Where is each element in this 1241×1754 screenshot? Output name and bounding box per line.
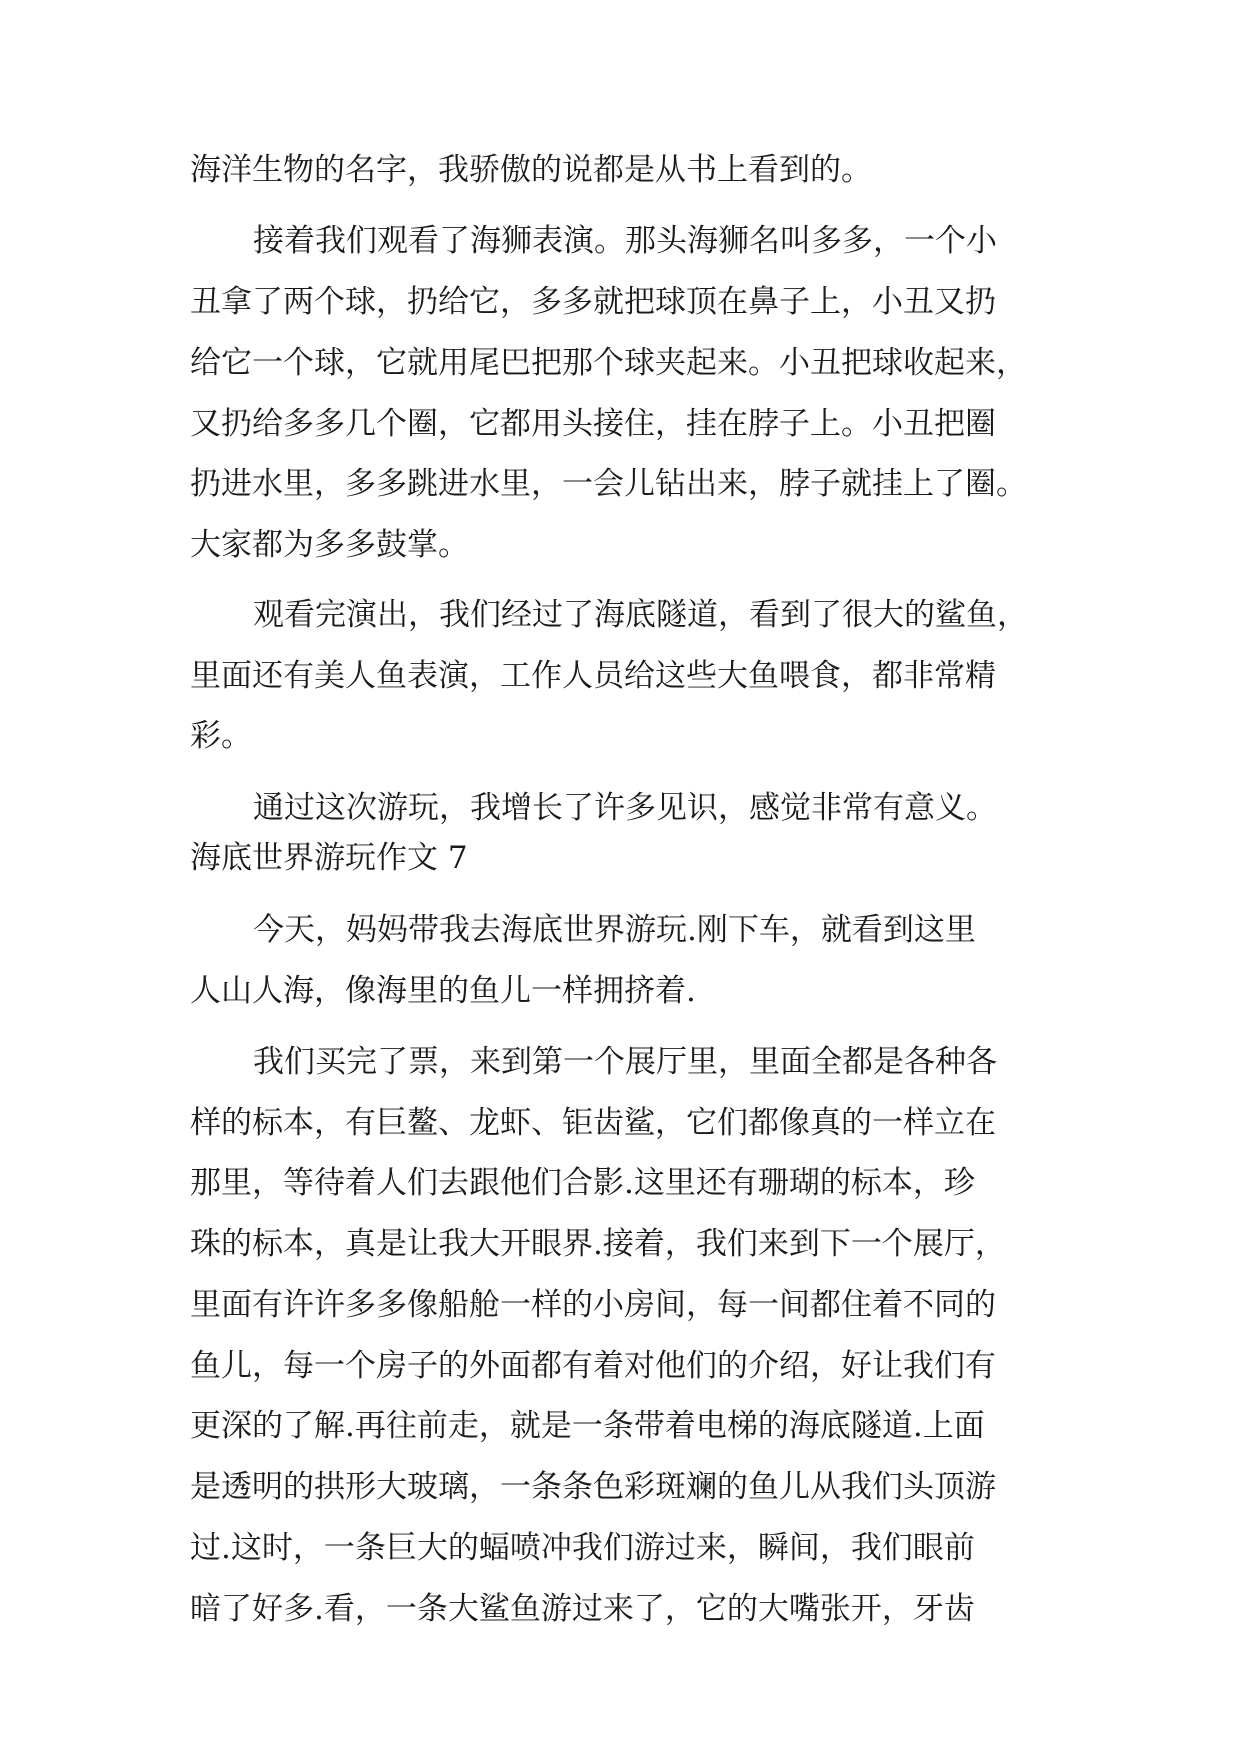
text-line: 鱼儿，每一个房子的外面都有着对他们的介绍，好让我们有	[190, 1348, 996, 1384]
text-line: 丑拿了两个球，扔给它，多多就把球顶在鼻子上，小丑又扔	[190, 284, 996, 320]
text-line: 里面还有美人鱼表演，工作人员给这些大鱼喂食，都非常精	[190, 658, 996, 694]
text-line: 珠的标本，真是让我大开眼界.接着，我们来到下一个展厅，	[190, 1226, 1006, 1262]
text-line: 大家都为多多鼓掌。	[190, 527, 469, 563]
text-line: 观看完演出，我们经过了海底隧道，看到了很大的鲨鱼，	[253, 597, 1028, 633]
text-line: 我们买完了票，来到第一个展厅里，里面全都是各种各	[253, 1044, 997, 1080]
text-line: 更深的了解.再往前走，就是一条带着电梯的海底隧道.上面	[190, 1408, 985, 1444]
text-line: 过.这时，一条巨大的蝠喷冲我们游过来，瞬间，我们眼前	[190, 1530, 975, 1566]
text-line: 那里，等待着人们去跟他们合影.这里还有珊瑚的标本，珍	[190, 1165, 975, 1201]
text-line: 今天，妈妈带我去海底世界游玩.刚下车，就看到这里	[253, 912, 976, 948]
section-heading: 海底世界游玩作文 7	[190, 840, 468, 876]
text-line: 通过这次游玩，我增长了许多见识，感觉非常有意义。	[253, 790, 997, 826]
text-line: 接着我们观看了海狮表演。那头海狮名叫多多，一个小	[253, 223, 997, 259]
text-line: 里面有许许多多像船舱一样的小房间，每一间都住着不同的	[190, 1287, 996, 1323]
text-line: 暗了好多.看，一条大鲨鱼游过来了，它的大嘴张开，牙齿	[190, 1591, 975, 1627]
text-line: 彩。	[190, 718, 252, 754]
text-line: 人山人海，像海里的鱼儿一样拥挤着.	[190, 973, 696, 1009]
text-line: 给它一个球，它就用尾巴把那个球夹起来。小丑把球收起来，	[190, 345, 1027, 381]
text-line: 又扔给多多几个圈，它都用头接住，挂在脖子上。小丑把圈	[190, 406, 996, 442]
text-line: 海洋生物的名字，我骄傲的说都是从书上看到的。	[190, 152, 872, 188]
text-line: 是透明的拱形大玻璃，一条条色彩斑斓的鱼儿从我们头顶游	[190, 1469, 996, 1505]
text-line: 样的标本，有巨鳌、龙虾、钜齿鲨，它们都像真的一样立在	[190, 1105, 996, 1141]
text-line: 扔进水里，多多跳进水里，一会儿钻出来，脖子就挂上了圈。	[190, 466, 1027, 502]
